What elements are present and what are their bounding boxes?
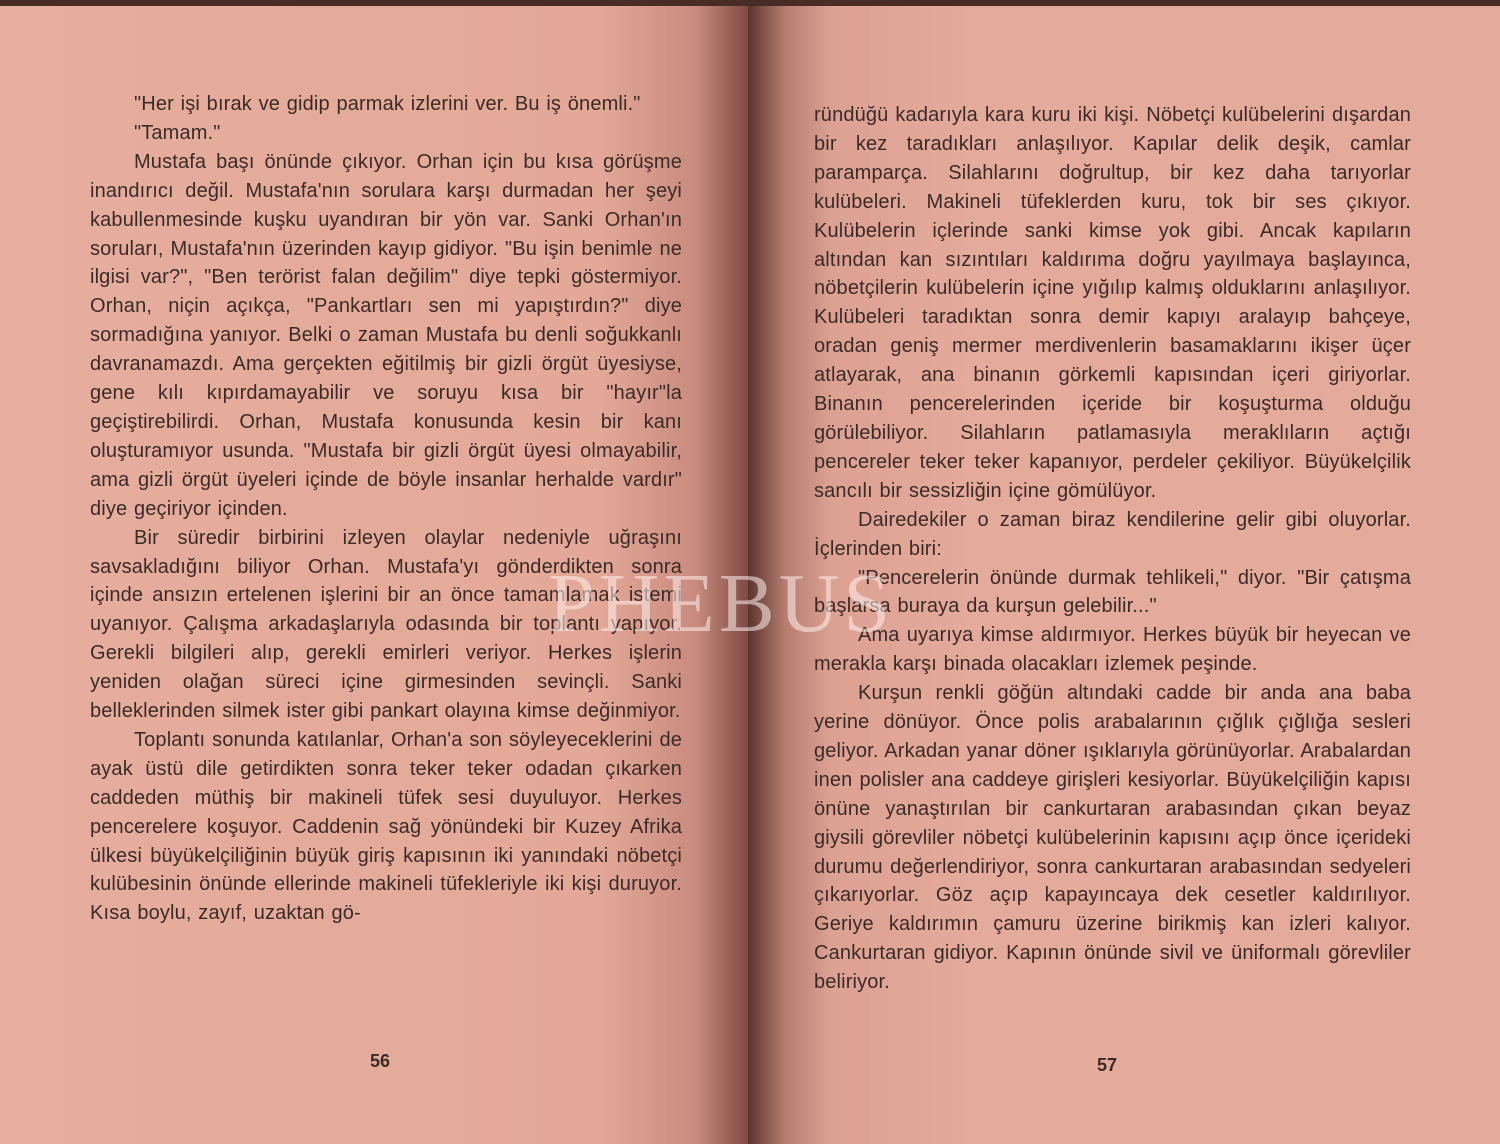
page-number: 56 [370,1051,391,1071]
page-number: 57 [1097,1055,1118,1075]
paragraph: Dairedekiler o zaman biraz kendilerine gelir gibi oluyorlar. İçlerinden biri: [814,508,1411,560]
watermark: PHEBUS [548,557,895,650]
paragraph: Toplantı sonunda katılanlar, Orhan'a son söyleyeceklerini de ayak üstü dile getirdikten sonra teker teker odadan çıkarken caddeden müthiş bir makineli tüfek sesi duyuluyor. Herkes pencerelere koşuyor. Caddenin sağ yönündeki bir Kuzey Afrika ülkesi büyükelçiliğinin büyük giriş kapısının iki yanındaki nöbetçi kulübesinin önünde ellerinde makineli tüfekleriyle iki kişi duruyor. Kısa boylu, zayıf, uzaktan gö- [90,728,682,925]
left-page [0,6,748,1144]
paragraph: Bir süredir birbirini izleyen olaylar nedeniyle uğraşını savsakladığını biliyor Orhan. Mustafa'yı gönderdikten sonra içinde ansızın ertelenen işlerini bir an önce tamamlamak istemi uyanıyor. Çalışma arkadaşlarıyla odasında bir toplantı yapıyor. Gerekli bilgileri alıp, gerekli emirleri veriyor. Herkes işlerin yeniden olağan süreci içine girmesinden sevinçli. Sanki belleklerinden silmek ister gibi pankart olayına kimse değinmiyor. [90,526,682,723]
right-page-text [814,101,1411,997]
paragraph: Kurşun renkli göğün altındaki cadde bir anda ana baba yerine dönüyor. Önce polis arabalarının çığlık çığlığa sesleri geliyor. Arkadan yanar döner ışıklarıyla görünüyorlar. Arabalardan inen polisler ana caddeye girişleri kesiyorlar. Büyükelçiliğin kapısı önüne yanaştırılan bir cankurtaran arabasından çıkan beyaz giysili görevliler nöbetçi kulübelerinin kapısını açıp önce içerideki durumu değerlendiriyor, sonra cankurtaran arabasından sedyeleri çıkarıyorlar. Göz açıp kapayıncaya dek cesetler kaldırılıyor. Geriye kaldırımın çamuru üzerine birikmiş kan izleri kalıyor. Cankurtaran gidiyor. Kapının önünde sivil ve üniformalı görevliler beliriyor. [814,682,1411,994]
paragraph: "Tamam." [134,121,221,144]
paragraph: "Pencerelerin önünde durmak tehlikeli," diyor. "Bir çatışma başlarsa buraya da kurşun gelebilir..." [814,566,1411,618]
paragraph: "Her işi bırak ve gidip parmak izlerini ver. Bu iş önemli." [134,93,641,115]
paragraph: Ama uyarıya kimse aldırmıyor. Herkes büyük bir heyecan ve merakla karşı binada olacakları izlemek peşinde. [814,624,1411,676]
left-page-text [90,90,682,928]
paragraph: ründüğü kadarıyla kara kuru iki kişi. Nöbetçi kulübelerini dışardan bir kez taradıkları anlaşılıyor. Kapılar delik deşik, camlar paramparça. Silahlarını doğrultup, bir kez daha tarıyorlar kulübeleri. Makineli tüfeklerden kuru, tok bir ses çıkıyor. Kulübelerin içlerinde sanki kimse yok gibi. Ancak kapıların altından kan sızıntıları kaldırıma doğru yayılmaya başlayınca, nöbetçilerin kulübelerin içine yığılıp kalmış olduklarını anlaşılıyor. Kulübeleri taradıktan sonra demir kapıyı aralayıp bahçeye, oradan geniş mermer merdivenlerin basamaklarını ikişer üçer atlayarak, ana binanın görkemli kapısından içeri giriyorlar. Binanın pencerelerinden içeride bir koşuşturma olduğu görülebiliyor. Silahların patlamasıyla meraklıların açtığı pencereler teker teker kapanıyor, perdeler çekiliyor. Büyükelçilik sancılı bir sessizliğin içine gömülüyor. [814,104,1411,502]
paragraph: Mustafa başı önünde çıkıyor. Orhan için bu kısa görüşme inandırıcı değil. Mustafa'nın sorulara karşı durmadan her şeyi kabullenmesinde kuşku uyandıran bir yön var. Sanki Orhan'ın soruları, Mustafa'nın üzerinden kayıp gidiyor. "Bu işin benimle ne ilgisi var?", "Ben terörist falan değilim" diye tepki göstermiyor. Orhan, niçin açıkça, "Pankartları sen mi yapıştırdın?" diye sormadığına yanıyor. Belki o zaman Mustafa bu denli soğukkanlı davranamazdı. Ama gerçekten eğitilmiş bir gizli örgüt üyesiyse, gene kılı kıpırdamayabilir ve soruyu kısa bir "hayır"la geçiştirebilirdi. Orhan, Mustafa konusunda kesin bir kanı oluşturamıyor usunda. "Mustafa bir gizli örgüt üyesi olmayabilir, ama gizli örgüt üyeleri içinde de böyle insanlar herhalde vardır" diye geçiriyor içinden. [90,150,682,520]
right-page [748,6,1500,1144]
